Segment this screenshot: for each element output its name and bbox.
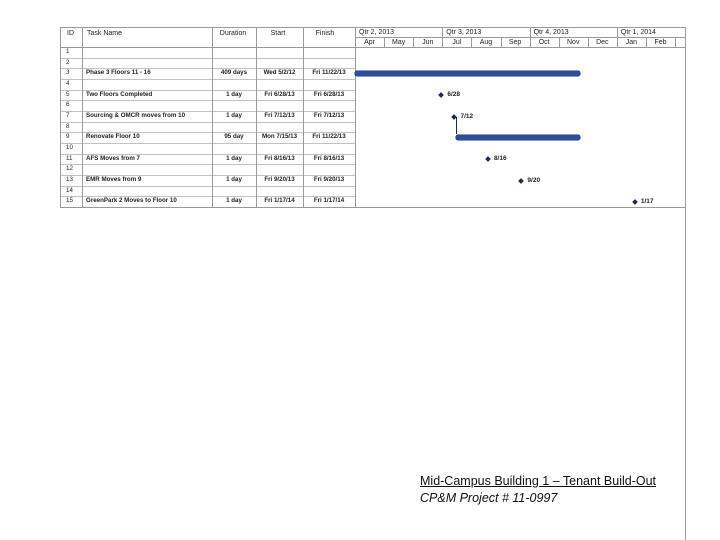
task-id: 6: [66, 101, 70, 109]
task-duration: 1 day: [226, 112, 242, 120]
month-label: Jan: [625, 39, 638, 46]
table-row: [60, 58, 355, 69]
task-finish: Fri 8/16/13: [313, 154, 345, 162]
table-row: [60, 90, 355, 101]
grid-line: [355, 37, 356, 47]
task-finish: Fri 7/12/13: [313, 112, 345, 120]
table-row: [60, 143, 355, 154]
task-duration: 409 days: [220, 69, 248, 77]
task-id: 9: [66, 133, 70, 141]
table-row: [60, 132, 355, 143]
table-row: [60, 164, 355, 175]
task-bar: [355, 71, 580, 76]
milestone-label: 1/17: [640, 197, 654, 205]
task-duration: 1 day: [226, 90, 242, 98]
header-finish: Finish: [315, 30, 335, 37]
task-id: 8: [66, 122, 70, 130]
task-id: 2: [66, 58, 70, 66]
table-row: [60, 111, 355, 122]
month-label: Jul: [452, 39, 462, 46]
milestone-label: 6/28: [447, 91, 461, 99]
quarter-label: Qtr 2, 2013: [359, 29, 395, 36]
task-start: Fri 6/28/13: [264, 90, 295, 98]
table-row: [60, 68, 355, 79]
quarter-label: Qtr 1, 2014: [620, 29, 656, 36]
milestone-label: 8/16: [493, 155, 507, 163]
milestone-diamond: [632, 199, 638, 205]
grid-line: [646, 37, 647, 47]
task-name: Two Floors Completed: [86, 90, 153, 98]
dependency-line: [456, 117, 457, 134]
task-start: Fri 1/17/14: [264, 197, 295, 205]
month-label: Apr: [364, 39, 375, 46]
header-task-name: Task Name: [87, 30, 123, 37]
milestone-diamond: [519, 178, 525, 184]
task-bar: [456, 135, 580, 140]
task-id: 12: [66, 165, 73, 173]
month-label: Jun: [422, 39, 434, 46]
task-id: 4: [66, 80, 70, 87]
table-row: [60, 79, 355, 90]
grid-line: [442, 27, 443, 37]
grid-line: [588, 37, 589, 47]
table-row: [60, 154, 355, 165]
table-row: [60, 100, 355, 111]
milestone-diamond: [485, 156, 491, 162]
table-row: [60, 186, 355, 197]
task-name: AFS Moves from 7: [86, 154, 140, 162]
month-label: Feb: [654, 39, 667, 46]
task-finish: Fri 9/20/13: [313, 176, 345, 184]
task-duration: 1 day: [226, 176, 242, 184]
task-name: Sourcing & OMCR moves from 10: [86, 112, 186, 120]
milestone-label: 7/12: [460, 112, 474, 120]
header-duration: Duration: [219, 30, 247, 37]
task-finish: Fri 11/22/13: [312, 69, 346, 77]
grid-line: [675, 37, 676, 47]
grid-line: [413, 37, 414, 47]
task-id: 15: [66, 197, 73, 205]
grid-line: [559, 37, 560, 47]
task-id: 13: [66, 176, 73, 184]
task-id: 1: [66, 48, 70, 55]
task-finish: Fri 11/22/13: [312, 133, 346, 141]
month-label: Oct: [538, 39, 550, 46]
task-name: Renovate Floor 10: [86, 133, 140, 141]
table-row: [60, 122, 355, 133]
header-start: Start: [270, 30, 286, 37]
task-id: 3: [66, 69, 70, 77]
task-duration: 1 day: [226, 154, 242, 162]
grid-line: [355, 37, 685, 38]
task-start: Fri 7/12/13: [264, 112, 295, 120]
task-start: Wed 5/2/12: [263, 69, 296, 77]
task-name: Phase 3 Floors 11 - 16: [86, 69, 151, 77]
task-duration: 1 day: [226, 197, 242, 205]
task-name: GreenPark 2 Moves to Floor 10: [86, 197, 177, 205]
grid-line: [530, 27, 531, 37]
grid-line: [685, 27, 686, 207]
month-label: Sep: [508, 39, 522, 46]
grid-line: [617, 37, 618, 47]
task-finish: Fri 1/17/14: [313, 197, 345, 205]
gantt-chart: [60, 27, 685, 207]
project-title: Mid-Campus Building 1 – Tenant Build-Out: [420, 474, 657, 488]
task-id: 10: [66, 144, 73, 152]
grid-line: [617, 27, 618, 37]
grid-line: [471, 37, 472, 47]
task-name: EMR Moves from 9: [86, 176, 142, 184]
task-start: Mon 7/15/13: [261, 133, 298, 141]
table-row: [60, 175, 355, 186]
task-id: 11: [66, 154, 73, 162]
grid-line: [60, 27, 685, 28]
grid-line: [355, 27, 356, 37]
grid-line: [60, 207, 355, 208]
project-caption: [420, 473, 656, 507]
task-start: Fri 9/20/13: [264, 176, 295, 184]
month-label: May: [392, 39, 406, 46]
header-id: ID: [67, 30, 74, 37]
month-label: Aug: [479, 39, 493, 46]
grid-line: [384, 37, 385, 47]
grid-line: [442, 37, 443, 47]
page-edge-line: [685, 207, 686, 540]
table-row: [60, 196, 355, 207]
task-id: 5: [66, 90, 70, 98]
milestone-diamond: [439, 92, 445, 98]
task-finish: Fri 6/28/13: [313, 90, 345, 98]
grid-line: [355, 27, 356, 207]
task-duration: 95 day: [224, 133, 244, 141]
task-id: 7: [66, 112, 70, 120]
quarter-label: Qtr 4, 2013: [533, 29, 569, 36]
table-row: [60, 47, 355, 58]
task-start: Fri 8/16/13: [264, 154, 295, 162]
month-label: Dec: [596, 39, 609, 46]
task-id: 14: [66, 186, 73, 194]
grid-line: [501, 37, 502, 47]
month-label: Nov: [567, 39, 580, 46]
milestone-label: 9/20: [527, 176, 541, 184]
grid-line: [530, 37, 531, 47]
quarter-label: Qtr 3, 2013: [446, 29, 482, 36]
project-number: CP&M Project # 11-0997: [420, 491, 558, 505]
